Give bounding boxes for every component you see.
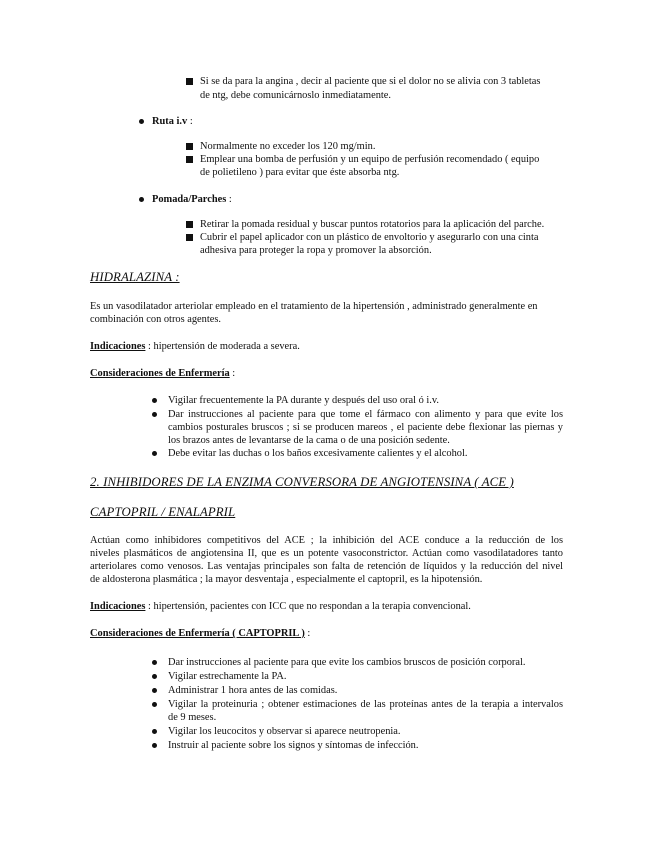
ruta-iv-label-line — [152, 115, 193, 128]
consideraciones-colon: : — [304, 628, 311, 639]
ruta-iv-colon: : — [187, 116, 193, 127]
captopril-bullet-4-line-2: de 9 meses. — [168, 712, 217, 723]
captopril-bullet-2: Vigilar estrechamente la PA. — [168, 671, 287, 682]
pomada-label: Pomada/Parches — [152, 194, 227, 205]
ruta-item-2-line-1: Emplear una bomba de perfusión y un equipo de perfusión recomendado ( equipo — [200, 154, 540, 165]
round-bullet-icon — [152, 743, 157, 748]
captopril-desc-line-2: niveles plasmáticos de angiotensina II, que es un potente vasoconstrictor. Actúan como vasodilatadores tanto — [90, 548, 563, 559]
captopril-bullet-4-line-1: Vigilar la proteinuria ; obtener estimaciones de las proteínas antes de la terapia a intervalos — [168, 699, 563, 710]
section-2-heading: 2. INHIBIDORES DE LA ENZIMA CONVERSORA DE ANGIOTENSINA ( ACE ) — [90, 475, 514, 489]
indicaciones-label: Indicaciones — [90, 601, 146, 612]
pomada-colon: : — [226, 194, 232, 205]
angina-text-line-2: de ntg, debe comunicárnoslo inmediatamente. — [200, 90, 392, 101]
captopril-consideraciones — [90, 627, 310, 640]
consideraciones-label: Consideraciones de Enfermería — [90, 368, 230, 379]
hidralazina-bullet-2-line-1: Dar instrucciones al paciente para que tome el fármaco con alimento y para que evite los — [168, 409, 563, 420]
round-bullet-icon — [152, 398, 157, 403]
pomada-item-2-line-2: adhesiva para proteger la ropa y promover la absorción. — [200, 245, 432, 256]
pomada-item-2-line-1: Cubrir el papel aplicador con un plástico de envoltorio y asegurarlo con una cinta — [200, 232, 539, 243]
square-bullet-icon — [186, 143, 193, 150]
captopril-bullet-6: Instruir al paciente sobre los signos y síntomas de infección. — [168, 740, 419, 751]
captopril-bullet-1: Dar instrucciones al paciente para que evite los cambios bruscos de posición corporal. — [168, 657, 526, 668]
captopril-indicaciones — [90, 600, 471, 613]
captopril-desc-line-1: Actúan como inhibidores competitivos del ACE ; la inhibición del ACE conduce a la reducción de los — [90, 535, 563, 546]
ruta-iv-label: Ruta i.v — [152, 116, 188, 127]
round-bullet-icon — [152, 729, 157, 734]
consideraciones-label: Consideraciones de Enfermería ( CAPTOPRIL ) — [90, 628, 305, 639]
hidralazina-bullet-3: Debe evitar las duchas o los baños excesivamente calientes y el alcohol. — [168, 448, 468, 459]
round-bullet-icon — [152, 451, 157, 456]
hidralazina-desc-line-1: Es un vasodilatador arteriolar empleado en el tratamiento de la hipertensión , administrado generalmente en — [90, 301, 538, 312]
round-bullet-icon — [139, 197, 144, 202]
pomada-item-1: Retirar la pomada residual y buscar puntos rotatorios para la aplicación del parche. — [200, 219, 545, 230]
hidralazina-bullet-2-line-3: los brazos antes de levantarse de la cama o de una posición sedente. — [168, 435, 450, 446]
angina-text-line-1: Si se da para la angina , decir al paciente que si el dolor no se alivia con 3 tabletas — [200, 76, 541, 87]
hidralazina-indicaciones — [90, 340, 300, 353]
captopril-heading: CAPTOPRIL / ENALAPRIL — [90, 505, 236, 519]
square-bullet-icon — [186, 156, 193, 163]
ruta-item-1: Normalmente no exceder los 120 mg/min. — [200, 141, 376, 152]
round-bullet-icon — [152, 660, 157, 665]
hidralazina-bullet-2-line-2: cambios posturales bruscos ; si se producen mareos , el paciente debe flexionar las piernas y — [168, 422, 563, 433]
hidralazina-desc-line-2: combinación con otros agentes. — [90, 314, 221, 325]
captopril-desc-line-4: de aldosterona plasmática ; la mayor desventaja , especialmente el captopril, es la hipotensión. — [90, 574, 483, 585]
indicaciones-text: : hipertensión de moderada a severa. — [145, 341, 300, 352]
hidralazina-consideraciones — [90, 367, 235, 380]
indicaciones-label: Indicaciones — [90, 341, 146, 352]
ruta-item-2-line-2: de polietileno ) para evitar que éste absorba ntg. — [200, 167, 400, 178]
square-bullet-icon — [186, 234, 193, 241]
round-bullet-icon — [152, 412, 157, 417]
square-bullet-icon — [186, 221, 193, 228]
round-bullet-icon — [152, 674, 157, 679]
consideraciones-colon: : — [229, 368, 236, 379]
round-bullet-icon — [152, 702, 157, 707]
captopril-bullet-3: Administrar 1 hora antes de las comidas. — [168, 685, 338, 696]
captopril-desc-line-3: arteriolares como venosos. Las ventajas principales son falta de retención de líquidos y la reducción del nivel — [90, 561, 563, 572]
round-bullet-icon — [139, 119, 144, 124]
captopril-bullet-5: Vigilar los leucocitos y observar si aparece neutropenia. — [168, 726, 401, 737]
hidralazina-heading: HIDRALAZINA : — [90, 270, 180, 284]
indicaciones-text: : hipertensión, pacientes con ICC que no respondan a la terapia convencional. — [145, 601, 471, 612]
pomada-label-line — [152, 193, 232, 206]
square-bullet-icon — [186, 78, 193, 85]
round-bullet-icon — [152, 688, 157, 693]
hidralazina-bullet-1: Vigilar frecuentemente la PA durante y después del uso oral ó i.v. — [168, 395, 439, 406]
